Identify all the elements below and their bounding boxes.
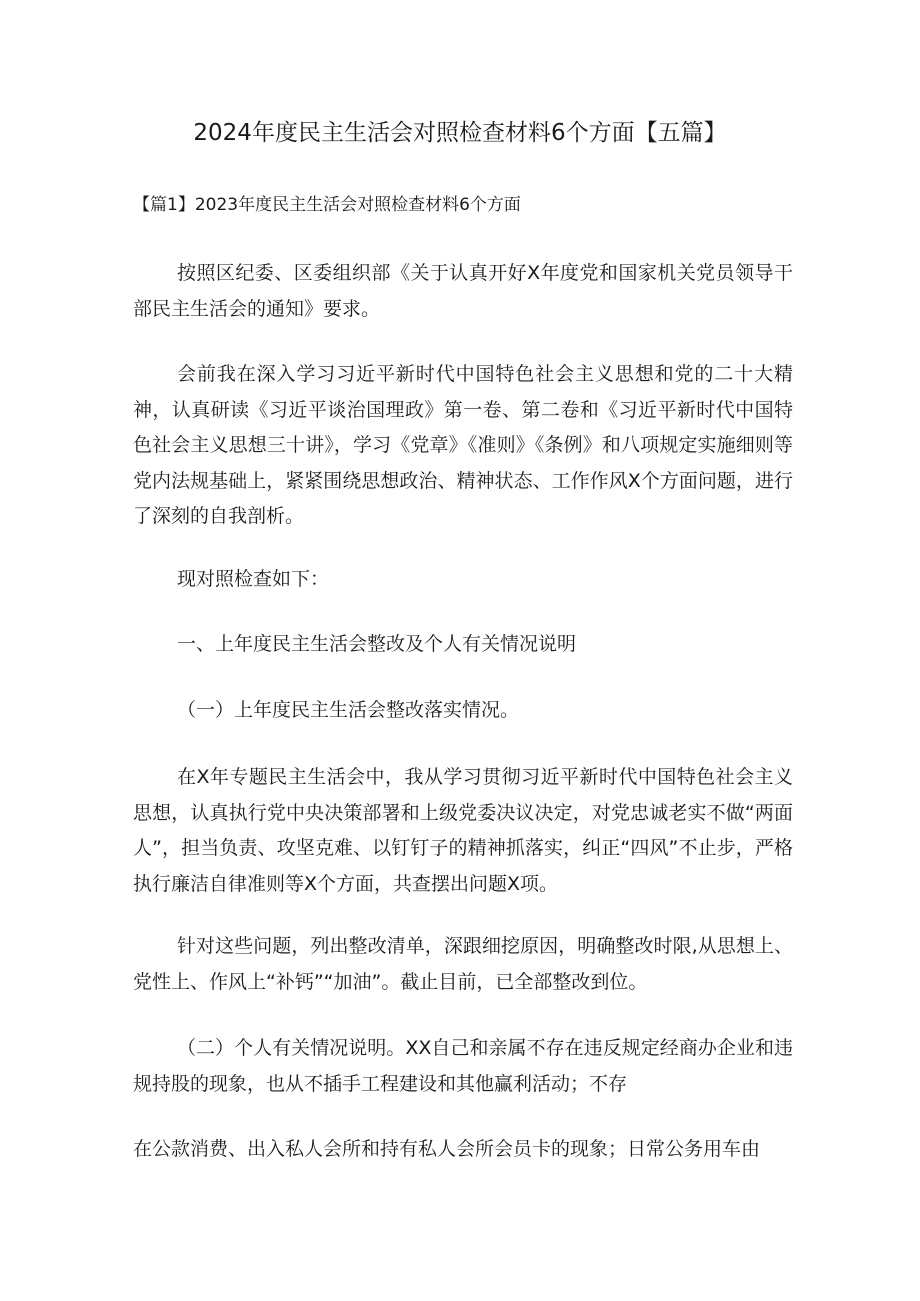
- document-subtitle: 【篇1】2023年度民主生活会对照检查材料6个方面: [133, 195, 521, 215]
- paragraph-study: 会前我在深入学习习近平新时代中国特色社会主义思想和党的二十大精神，认真研读《习近平谈治国理政》第一卷、第二卷和《习近平新时代中国特色社会主义思想三十讲》，学习《党章》《准则》《条例》和八项规定实施细则等党内法规基础上，紧紧围绕思想政治、精神状态、工作作风X个方面问题，进行了深刻的自我剖析。: [133, 363, 793, 527]
- paragraph-rectification: 在X年专题民主生活会中，我从学习贯彻习近平新时代中国特色社会主义思想，认真执行党中央决策部署和上级党委决议决定，对党忠诚老实不做“两面人”，担当负责、攻坚克难、以钉钉子的精神抓落实，纠正“四风”不止步，严格执行廉洁自律准则等X个方面，共查摆出问题X项。: [133, 766, 793, 895]
- document-title: 2024年度民主生活会对照检查材料6个方面【五篇】: [193, 120, 727, 146]
- subsection-heading-1: （一）上年度民主生活会整改落实情况。: [177, 699, 520, 721]
- paragraph-notice: 按照区纪委、区委组织部《关于认真开好X年度党和国家机关党员领导干部民主生活会的通知》要求。: [133, 262, 793, 320]
- paragraph-personal-info: （二）个人有关情况说明。XX自己和亲属不存在违反规定经商办企业和违规持股的现象，也从不插手工程建设和其他赢利活动；不存: [133, 1037, 793, 1095]
- paragraph-rectification-status: 针对这些问题，列出整改清单，深跟细挖原因，明确整改时限,从思想上、党性上、作风上“补钙”“加油”。截止目前，已全部整改到位。: [133, 935, 793, 993]
- paragraph-continuation: 在公款消费、出入私人会所和持有私人会所会员卡的现象；日常公务用车由: [133, 1138, 761, 1160]
- section-heading-1: 一、上年度民主生活会整改及个人有关情况说明: [177, 633, 577, 655]
- paragraph-check-intro: 现对照检查如下：: [177, 568, 330, 590]
